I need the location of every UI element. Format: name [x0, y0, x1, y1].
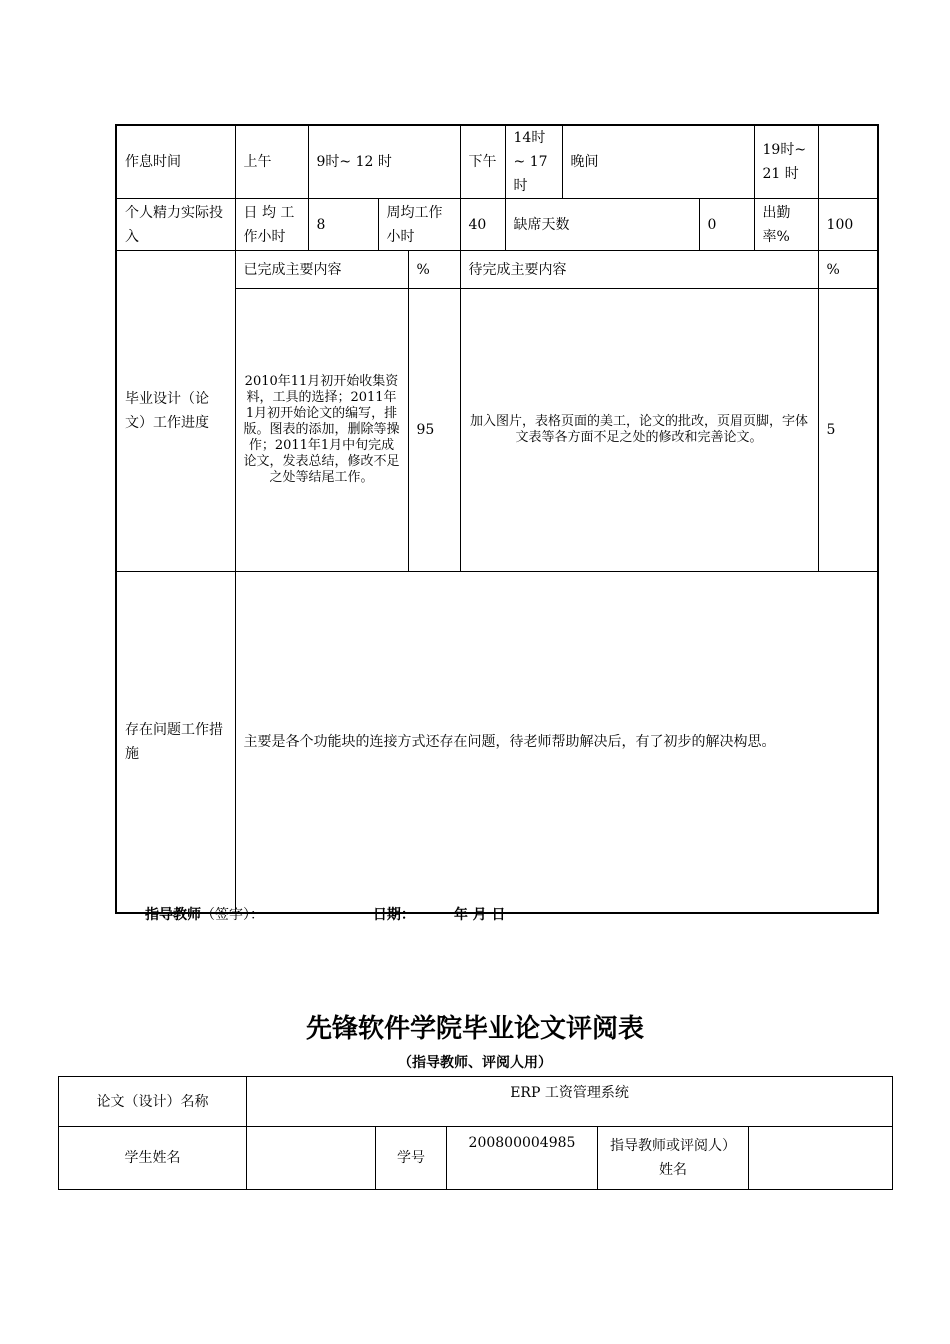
review-subtitle: （指导教师、评阅人用）	[398, 1055, 552, 1071]
attendance-label: 出勤率%	[754, 199, 818, 251]
signature-line	[145, 904, 506, 924]
issues-content: 主要是各个功能块的连接方式还存在问题，待老师帮助解决后，有了初步的解决构思。	[235, 572, 878, 913]
progress-report-table	[115, 124, 879, 914]
eve-time: 19时~ 21 时	[754, 125, 818, 199]
date-value: 年 月 日	[453, 907, 506, 923]
absent-days-value: 0	[699, 199, 754, 251]
am-label: 上午	[235, 125, 308, 199]
advisor-name	[749, 1127, 893, 1190]
student-name	[247, 1127, 376, 1190]
advisor-name-label: 指导教师或评阅人）姓名	[598, 1127, 749, 1190]
sign-label: （签字）：	[201, 907, 264, 923]
done-content: 2010年11月初开始收集资料，工具的选择；2011年1月初开始论文的编写，排版。图表的添加，删除等操作；2011年1月中旬完成论文，发表总结，修改不足之处等结尾工作。	[235, 289, 408, 572]
todo-pct-header: %	[818, 251, 878, 289]
weekly-hours-value: 40	[460, 199, 505, 251]
am-time: 9时~ 12 时	[308, 125, 460, 199]
effort-label: 个人精力实际投入	[116, 199, 235, 251]
date-label: 日期：	[372, 907, 415, 923]
issues-label: 存在问题工作措施	[116, 572, 235, 913]
thesis-name: ERP 工资管理系统	[247, 1077, 893, 1127]
todo-content: 加入图片，表格页面的美工，论文的批改，页眉页脚，字体文表等各方面不足之处的修改和完善论文。	[460, 289, 818, 572]
teacher-label: 指导教师	[145, 907, 201, 923]
thesis-name-label: 论文（设计）名称	[59, 1077, 247, 1127]
todo-pct: 5	[818, 289, 878, 572]
progress-label: 毕业设计（论文）工作进度	[116, 251, 235, 572]
done-pct-header: %	[408, 251, 460, 289]
pm-time: 14时~ 17 时	[505, 125, 562, 199]
pm-label: 下午	[460, 125, 505, 199]
eve-label: 晚间	[562, 125, 754, 199]
absent-days-label: 缺席天数	[505, 199, 699, 251]
attendance-value: 100	[818, 199, 878, 251]
review-title: 先锋软件学院毕业论文评阅表	[305, 1014, 644, 1044]
daily-hours-label: 日 均 工作小时	[235, 199, 308, 251]
student-id-label: 学号	[376, 1127, 447, 1190]
done-header: 已完成主要内容	[235, 251, 408, 289]
done-pct: 95	[408, 289, 460, 572]
todo-header: 待完成主要内容	[460, 251, 818, 289]
daily-hours-value: 8	[308, 199, 378, 251]
weekly-hours-label: 周均工作小时	[378, 199, 460, 251]
student-name-label: 学生姓名	[59, 1127, 247, 1190]
student-id: 200800004985	[447, 1127, 598, 1190]
rest-time-label: 作息时间	[116, 125, 235, 199]
review-table	[58, 1076, 893, 1190]
